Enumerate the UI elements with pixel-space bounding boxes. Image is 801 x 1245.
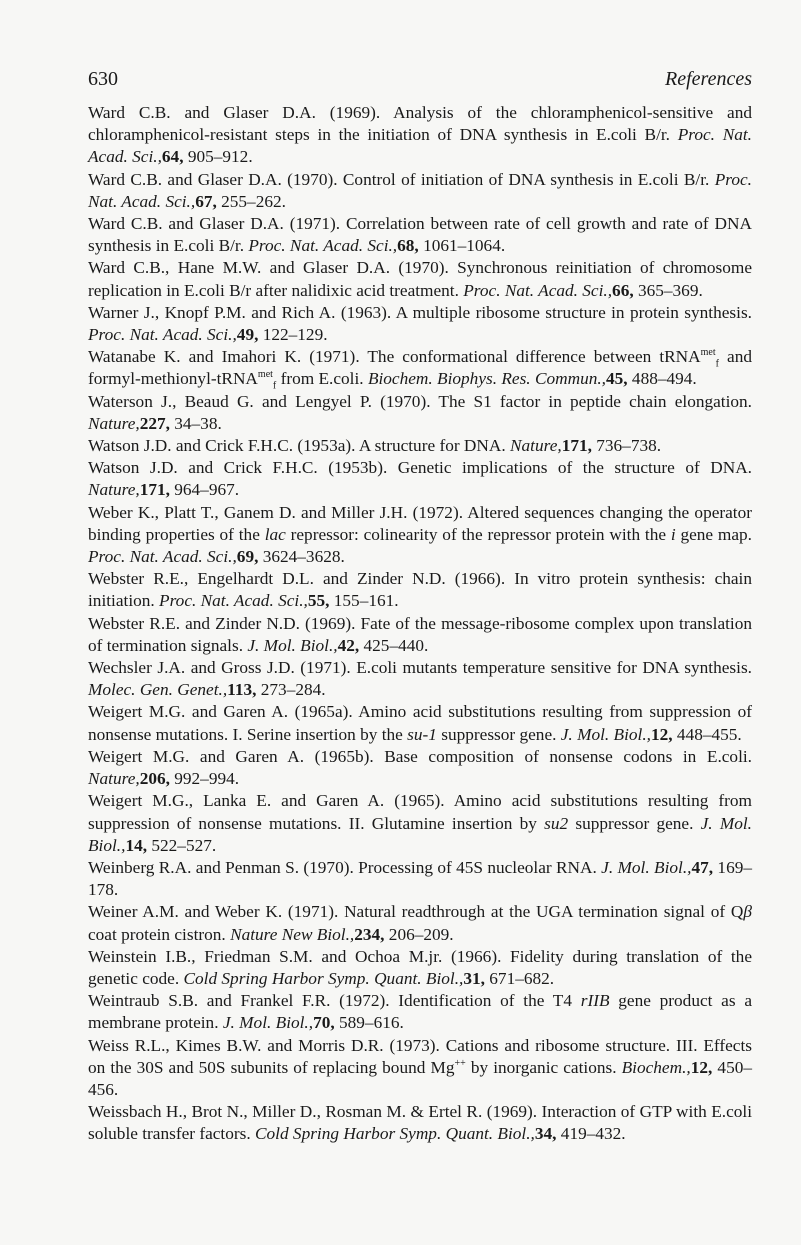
reference-text: Ward C.B. and Glaser D.A. (1970). Control of initiation of DNA synthesis in E.coli B/r. — [88, 169, 715, 189]
reference-text: Ward C.B., Hane M.W. and Glaser D.A. (1970). Synchronous reinitiation of chromosome replication in E.coli B/r after nalidixic acid treatment. — [88, 258, 752, 300]
journal-name: Nature, — [88, 769, 140, 789]
journal-name: J. Mol. Biol., — [560, 724, 651, 744]
gene-name: su-1 — [407, 724, 437, 744]
volume-number: 70, — [313, 1013, 335, 1033]
volume-number: 34, — [534, 1124, 557, 1144]
journal-name: J. Mol. Biol., — [222, 1013, 314, 1033]
page-number: 630 — [88, 68, 118, 90]
reference-entry — [88, 302, 752, 346]
reference-text: Weissbach H., Brot N., Miller D., Rosman M. & Ertel R. (1969). Interaction of GTP with E.coli soluble transfer factors. — [88, 1102, 752, 1144]
page-range: 3624–3628. — [258, 547, 345, 567]
page-range: 34–38. — [169, 413, 222, 433]
volume-number: 42, — [337, 635, 360, 655]
superscript: met — [700, 347, 716, 359]
reference-text: Weigert M.G. and Garen A. (1965a). Amino acid substitutions resulting from suppression of nonsense mutations. I. Serine insertion by the — [88, 702, 752, 744]
reference-text: Ward C.B. and Glaser D.A. (1969). Analysis of the chloramphenicol-sensitive and chloramphenicol-resistant steps in the initiation of DNA synthesis in E.coli B/r. — [88, 103, 752, 145]
reference-text: Waterson J., Beaud G. and Lengyel P. (1970). The S1 factor in peptide chain elongation. — [88, 391, 752, 411]
subscript: f — [715, 358, 719, 370]
journal-name: Cold Spring Harbor Symp. Quant. Biol., — [183, 968, 464, 988]
reference-entry — [88, 169, 752, 213]
reference-text: gene map. — [675, 524, 752, 544]
gene-name: β — [743, 902, 752, 922]
reference-text: Weiss R.L., Kimes B.W. and Morris D.R. (1973). Cations and ribosome structure. III. Effects on the 30S and 50S subunits of replacing bound Mg — [88, 1035, 752, 1077]
reference-entry — [88, 568, 752, 612]
page-range: 419–432. — [556, 1124, 626, 1144]
journal-name: Molec. Gen. Genet., — [88, 680, 228, 700]
journal-name: Nature, — [88, 480, 140, 500]
page-range: 450–456. — [88, 1057, 752, 1099]
gene-name: lac — [264, 524, 286, 544]
reference-text: repressor: colinearity of the repressor protein with the — [285, 524, 671, 544]
reference-entry — [88, 457, 752, 501]
gene-name: i — [670, 524, 676, 544]
page-range: 206–209. — [384, 924, 454, 944]
reference-text: Watanabe K. and Imahori K. (1971). The conformational difference between tRNA — [88, 347, 701, 367]
reference-entry — [88, 701, 752, 745]
reference-entry — [88, 435, 752, 457]
reference-text: Weinstein I.B., Friedman S.M. and Ochoa M.jr. (1966). Fidelity during translation of the genetic code. — [88, 946, 752, 988]
journal-name: Proc. Nat. Acad. Sci., — [159, 591, 308, 611]
page-range: 169–178. — [88, 857, 752, 900]
volume-number: 227, — [139, 413, 170, 433]
superscript: met — [257, 369, 273, 381]
reference-text: and formyl-methionyl-tRNA — [88, 347, 752, 389]
reference-text: Wechsler J.A. and Gross J.D. (1971). E.coli mutants temperature sensitive for DNA synthesis. — [88, 658, 752, 678]
page-range: 255–262. — [216, 191, 286, 211]
journal-name: Nature, — [88, 413, 140, 433]
reference-text: Weinberg R.A. and Penman S. (1970). Processing of 45S nucleolar RNA. — [88, 857, 602, 877]
reference-entry — [88, 790, 752, 857]
page-range: 425–440. — [359, 635, 429, 655]
reference-text: Watson J.D. and Crick F.H.C. (1953a). A structure for DNA. — [88, 436, 510, 456]
reference-list — [88, 102, 752, 1146]
reference-entry — [88, 1101, 752, 1145]
reference-entry — [88, 990, 752, 1034]
volume-number: 171, — [561, 436, 592, 456]
volume-number: 171, — [139, 480, 170, 500]
volume-number: 12, — [651, 724, 673, 744]
reference-text: from E.coli. — [276, 369, 368, 389]
page-range: 448–455. — [672, 724, 742, 744]
page-range: 122–129. — [258, 325, 328, 345]
volume-number: 55, — [307, 591, 330, 611]
reference-text: coat protein cistron. — [88, 924, 231, 944]
reference-entry — [88, 346, 752, 390]
section-title: References — [665, 68, 752, 90]
journal-name: J. Mol. Biol., — [247, 635, 338, 655]
page-range: 522–527. — [147, 835, 217, 855]
journal-name: Nature, — [510, 436, 562, 456]
reference-entry — [88, 257, 752, 301]
journal-name: Biochem. Biophys. Res. Commun., — [367, 369, 606, 389]
page-range: 589–616. — [334, 1013, 404, 1033]
page-range: 964–967. — [169, 480, 240, 500]
page-range: 671–682. — [484, 968, 555, 988]
journal-name: Proc. Nat. Acad. Sci., — [88, 169, 752, 211]
subscript: f — [272, 380, 277, 392]
journal-name: Cold Spring Harbor Symp. Quant. Biol., — [255, 1124, 535, 1144]
page-range: 273–284. — [256, 680, 326, 700]
superscript: ++ — [454, 1057, 466, 1069]
page-range: 488–494. — [627, 369, 697, 389]
volume-number: 14, — [125, 835, 148, 855]
volume-number: 45, — [606, 369, 628, 389]
page-range: 736–738. — [591, 436, 662, 456]
volume-number: 234, — [354, 924, 385, 944]
reference-text: Ward C.B. and Glaser D.A. (1971). Correlation between rate of cell growth and rate of DNA synthesis in E.coli B/r. — [88, 214, 752, 256]
journal-name: Proc. Nat. Acad. Sci., — [88, 325, 237, 345]
page-range: 365–369. — [633, 280, 703, 300]
volume-number: 12, — [690, 1057, 713, 1077]
volume-number: 31, — [463, 968, 485, 988]
reference-entry — [88, 946, 752, 990]
reference-entry — [88, 1035, 752, 1102]
reference-entry — [88, 901, 752, 945]
page-range: 992–994. — [169, 769, 240, 789]
reference-entry — [88, 613, 752, 657]
journal-name: Proc. Nat. Acad. Sci., — [463, 280, 613, 300]
volume-number: 49, — [236, 325, 259, 345]
reference-entry — [88, 391, 752, 435]
page-range: 1061–1064. — [418, 236, 506, 256]
document-page — [88, 68, 752, 1146]
reference-text: Warner J., Knopf P.M. and Rich A. (1963). A multiple ribosome structure in protein synthesis. — [88, 302, 752, 322]
volume-number: 206, — [139, 769, 170, 789]
journal-name: Proc. Nat. Acad. Sci., — [248, 236, 398, 256]
page-range: 155–161. — [329, 591, 399, 611]
reference-entry — [88, 657, 752, 701]
journal-name: J. Mol. Biol., — [88, 813, 753, 855]
reference-text: by inorganic cations. — [465, 1057, 622, 1077]
volume-number: 68, — [397, 236, 419, 256]
gene-name: rIIB — [580, 991, 610, 1011]
volume-number: 113, — [227, 680, 257, 700]
reference-text: Weigert M.G. and Garen A. (1965b). Base composition of nonsense codons in E.coli. — [88, 746, 752, 766]
volume-number: 69, — [236, 547, 259, 567]
reference-text: Webster R.E., Engelhardt D.L. and Zinder N.D. (1966). In vitro protein synthesis: chain initiation. — [88, 569, 752, 611]
reference-text: suppressor gene. — [436, 724, 561, 744]
gene-name: su2 — [544, 813, 569, 833]
reference-entry — [88, 746, 752, 790]
journal-name: Proc. Nat. Acad. Sci., — [88, 547, 237, 567]
reference-entry — [88, 102, 752, 169]
reference-text: suppressor gene. — [568, 813, 701, 833]
reference-text: Weintraub S.B. and Frankel F.R. (1972). Identification of the T4 — [88, 991, 581, 1011]
volume-number: 64, — [161, 147, 184, 167]
journal-name: Proc. Nat. Acad. Sci., — [88, 125, 752, 167]
reference-entry — [88, 502, 752, 569]
journal-name: Nature New Biol., — [230, 924, 355, 944]
volume-number: 67, — [195, 191, 217, 211]
volume-number: 66, — [612, 280, 634, 300]
journal-name: Biochem., — [621, 1057, 691, 1077]
reference-text: Weiner A.M. and Weber K. (1971). Natural readthrough at the UGA termination signal of Q — [88, 902, 744, 922]
page-header — [88, 68, 752, 98]
reference-text: gene product as a membrane protein. — [88, 991, 752, 1033]
reference-entry — [88, 213, 752, 257]
reference-text: Weber K., Platt T., Ganem D. and Miller J.H. (1972). Altered sequences changing the operator binding properties of the — [88, 502, 752, 544]
reference-text: Weigert M.G., Lanka E. and Garen A. (1965). Amino acid substitutions resulting from suppression of nonsense mutations. II. Glutamine insertion by — [88, 791, 752, 833]
reference-entry — [88, 857, 752, 901]
journal-name: J. Mol. Biol., — [601, 857, 692, 877]
volume-number: 47, — [691, 857, 714, 877]
page-range: 905–912. — [183, 147, 253, 167]
reference-text: Watson J.D. and Crick F.H.C. (1953b). Genetic implications of the structure of DNA. — [88, 458, 752, 478]
reference-text: Webster R.E. and Zinder N.D. (1969). Fate of the message-ribosome complex upon translation of termination signals. — [88, 613, 752, 655]
